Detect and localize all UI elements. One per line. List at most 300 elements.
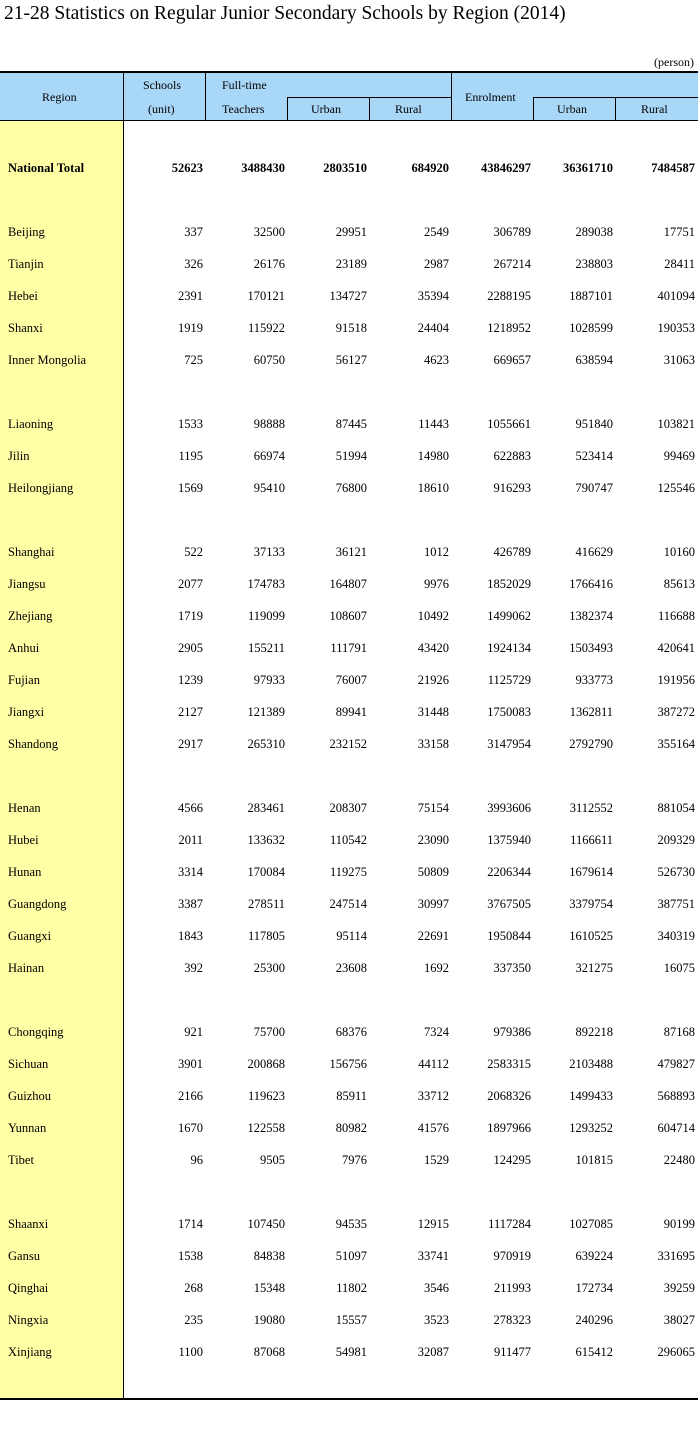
enrolment-urban-value: 1766416	[569, 577, 613, 591]
region-name: Hunan	[8, 865, 42, 879]
region-column-bg	[0, 121, 123, 1398]
region-name: Xinjiang	[8, 1345, 52, 1359]
region-name: Jilin	[8, 449, 30, 463]
table-row	[0, 286, 698, 306]
header-divider	[451, 73, 452, 121]
enrolment-value: 979386	[493, 1025, 531, 1039]
header-enrolment-urban: Urban	[557, 102, 587, 116]
teachers-value: 26176	[253, 257, 285, 271]
table-row	[0, 350, 698, 370]
enrolment-urban-value: 3112552	[569, 801, 613, 815]
region-name: Guangdong	[8, 897, 67, 911]
teachers-urban-value: 2803510	[323, 161, 367, 175]
enrolment-value: 3767505	[487, 897, 531, 911]
table-row	[0, 222, 698, 242]
enrolment-value: 337350	[493, 961, 531, 975]
teachers-urban-value: 7976	[342, 1153, 367, 1167]
schools-value: 326	[184, 257, 203, 271]
teachers-urban-value: 23189	[335, 257, 367, 271]
teachers-value: 121389	[247, 705, 285, 719]
enrolment-urban-value: 1028599	[569, 321, 613, 335]
schools-value: 3314	[178, 865, 203, 879]
enrolment-value: 622883	[493, 449, 531, 463]
table-row	[0, 958, 698, 978]
teachers-value: 170084	[247, 865, 285, 879]
enrolment-urban-value: 1887101	[569, 289, 613, 303]
enrolment-value: 306789	[493, 225, 531, 239]
teachers-value: 84838	[253, 1249, 285, 1263]
teachers-rural-value: 11443	[418, 417, 449, 431]
enrolment-value: 916293	[493, 481, 531, 495]
teachers-urban-value: 247514	[329, 897, 367, 911]
table-row	[0, 670, 698, 690]
schools-value: 1919	[178, 321, 203, 335]
teachers-rural-value: 33158	[417, 737, 449, 751]
enrolment-urban-value: 1499433	[569, 1089, 613, 1103]
enrolment-value: 1924134	[487, 641, 531, 655]
teachers-urban-value: 91518	[335, 321, 367, 335]
teachers-value: 60750	[253, 353, 285, 367]
header-divider	[123, 73, 124, 121]
enrolment-rural-value: 479827	[657, 1057, 695, 1071]
schools-value: 2917	[178, 737, 203, 751]
schools-value: 3901	[178, 1057, 203, 1071]
enrolment-rural-value: 401094	[657, 289, 695, 303]
enrolment-rural-value: 116688	[657, 609, 695, 623]
table-row	[0, 638, 698, 658]
enrolment-value: 1125729	[487, 673, 531, 687]
schools-value: 1670	[178, 1121, 203, 1135]
region-name: Guizhou	[8, 1089, 52, 1103]
enrolment-value: 1117284	[488, 1217, 531, 1231]
enrolment-urban-value: 1382374	[569, 609, 613, 623]
enrolment-rural-value: 420641	[657, 641, 695, 655]
teachers-value: 170121	[247, 289, 285, 303]
teachers-urban-value: 51097	[335, 1249, 367, 1263]
region-name: Qinghai	[8, 1281, 49, 1295]
enrolment-value: 3147954	[487, 737, 531, 751]
enrolment-value: 2583315	[487, 1057, 531, 1071]
teachers-rural-value: 21926	[417, 673, 449, 687]
table-row	[0, 1086, 698, 1106]
region-name: Zhejiang	[8, 609, 53, 623]
teachers-value: 9505	[260, 1153, 285, 1167]
header-divider	[533, 97, 534, 121]
header-rule	[533, 97, 698, 98]
header-divider	[369, 97, 370, 121]
teachers-rural-value: 2549	[424, 225, 449, 239]
region-name: Liaoning	[8, 417, 54, 431]
teachers-rural-value: 50809	[417, 865, 449, 879]
schools-value: 1569	[178, 481, 203, 495]
enrolment-rural-value: 103821	[657, 417, 695, 431]
schools-value: 268	[184, 1281, 203, 1295]
teachers-value: 15348	[253, 1281, 285, 1295]
enrolment-urban-value: 36361710	[563, 161, 613, 175]
enrolment-value: 3993606	[487, 801, 531, 815]
teachers-rural-value: 33712	[417, 1089, 449, 1103]
enrolment-urban-value: 615412	[575, 1345, 613, 1359]
table-row	[0, 414, 698, 434]
region-name: Henan	[8, 801, 41, 815]
teachers-rural-value: 10492	[417, 609, 449, 623]
teachers-urban-value: 23608	[335, 961, 367, 975]
teachers-value: 19080	[253, 1313, 285, 1327]
enrolment-rural-value: 881054	[657, 801, 695, 815]
schools-value: 2011	[178, 833, 203, 847]
schools-value: 2166	[178, 1089, 203, 1103]
teachers-urban-value: 36121	[335, 545, 367, 559]
region-name: Jiangxi	[8, 705, 45, 719]
teachers-rural-value: 35394	[417, 289, 449, 303]
enrolment-value: 1218952	[487, 321, 531, 335]
enrolment-urban-value: 416629	[575, 545, 613, 559]
teachers-rural-value: 22691	[417, 929, 449, 943]
table-row	[0, 702, 698, 722]
enrolment-rural-value: 10160	[663, 545, 695, 559]
teachers-urban-value: 85911	[336, 1089, 367, 1103]
schools-value: 1533	[178, 417, 203, 431]
teachers-urban-value: 134727	[329, 289, 367, 303]
enrolment-rural-value: 190353	[657, 321, 695, 335]
table-row	[0, 830, 698, 850]
header-teachers-urban: Urban	[311, 102, 341, 116]
enrolment-urban-value: 933773	[575, 673, 613, 687]
enrolment-urban-value: 790747	[575, 481, 613, 495]
enrolment-rural-value: 22480	[663, 1153, 695, 1167]
enrolment-value: 1950844	[487, 929, 531, 943]
teachers-value: 122558	[247, 1121, 285, 1135]
enrolment-value: 124295	[493, 1153, 531, 1167]
enrolment-urban-value: 240296	[575, 1313, 613, 1327]
teachers-rural-value: 14980	[417, 449, 449, 463]
region-name: Hubei	[8, 833, 39, 847]
table-row	[0, 734, 698, 754]
table-row	[0, 1278, 698, 1298]
table-title: 21-28 Statistics on Regular Junior Secondary Schools by Region (2014)	[4, 3, 566, 24]
teachers-urban-value: 89941	[335, 705, 367, 719]
teachers-urban-value: 80982	[335, 1121, 367, 1135]
region-name: National Total	[8, 161, 85, 175]
teachers-rural-value: 2987	[424, 257, 449, 271]
enrolment-urban-value: 2103488	[569, 1057, 613, 1071]
teachers-rural-value: 33741	[417, 1249, 449, 1263]
table-row	[0, 478, 698, 498]
table-row	[0, 1246, 698, 1266]
header-teachers-rural: Rural	[395, 102, 422, 116]
enrolment-value: 211993	[493, 1281, 531, 1295]
table-row	[0, 1342, 698, 1362]
teachers-urban-value: 76800	[335, 481, 367, 495]
teachers-urban-value: 119275	[329, 865, 367, 879]
teachers-urban-value: 87445	[335, 417, 367, 431]
schools-value: 2391	[178, 289, 203, 303]
teachers-value: 66974	[253, 449, 285, 463]
teachers-urban-value: 56127	[335, 353, 367, 367]
enrolment-urban-value: 639224	[575, 1249, 613, 1263]
enrolment-rural-value: 125546	[657, 481, 695, 495]
teachers-rural-value: 24404	[417, 321, 449, 335]
table-row	[0, 446, 698, 466]
enrolment-value: 1897966	[487, 1121, 531, 1135]
enrolment-value: 2206344	[487, 865, 531, 879]
enrolment-urban-value: 1610525	[569, 929, 613, 943]
header-fulltime: Full-time	[222, 78, 267, 92]
teachers-urban-value: 29951	[335, 225, 367, 239]
header-divider	[205, 73, 206, 121]
schools-value: 1195	[178, 449, 203, 463]
teachers-value: 278511	[247, 897, 285, 911]
enrolment-value: 426789	[493, 545, 531, 559]
enrolment-rural-value: 387751	[657, 897, 695, 911]
teachers-value: 97933	[253, 673, 285, 687]
header-enrolment-rural: Rural	[641, 102, 668, 116]
table-row	[0, 862, 698, 882]
enrolment-rural-value: 191956	[657, 673, 695, 687]
enrolment-value: 278323	[493, 1313, 531, 1327]
table-row	[0, 254, 698, 274]
teachers-value: 200868	[247, 1057, 285, 1071]
enrolment-rural-value: 85613	[663, 577, 695, 591]
region-name: Gansu	[8, 1249, 40, 1263]
table-row	[0, 1150, 698, 1170]
header-enrolment: Enrolment	[465, 90, 516, 104]
enrolment-rural-value: 87168	[663, 1025, 695, 1039]
enrolment-value: 1852029	[487, 577, 531, 591]
teachers-rural-value: 18610	[417, 481, 449, 495]
enrolment-urban-value: 1362811	[569, 705, 613, 719]
enrolment-urban-value: 2792790	[569, 737, 613, 751]
table-row	[0, 1022, 698, 1042]
enrolment-value: 1750083	[487, 705, 531, 719]
region-name: Tianjin	[8, 257, 44, 271]
region-name: Shanxi	[8, 321, 43, 335]
teachers-rural-value: 30997	[417, 897, 449, 911]
teachers-value: 115922	[247, 321, 285, 335]
teachers-urban-value: 51994	[335, 449, 367, 463]
enrolment-rural-value: 90199	[663, 1217, 695, 1231]
teachers-urban-value: 95114	[336, 929, 367, 943]
teachers-rural-value: 3546	[424, 1281, 449, 1295]
enrolment-urban-value: 101815	[575, 1153, 613, 1167]
region-name: Shandong	[8, 737, 58, 751]
teachers-value: 283461	[247, 801, 285, 815]
enrolment-value: 43846297	[481, 161, 531, 175]
region-name: Tibet	[8, 1153, 34, 1167]
teachers-urban-value: 232152	[329, 737, 367, 751]
table-row	[0, 542, 698, 562]
enrolment-rural-value: 31063	[663, 353, 695, 367]
schools-value: 2077	[178, 577, 203, 591]
teachers-rural-value: 4623	[424, 353, 449, 367]
schools-value: 1843	[178, 929, 203, 943]
schools-value: 392	[184, 961, 203, 975]
teachers-value: 95410	[253, 481, 285, 495]
enrolment-urban-value: 951840	[575, 417, 613, 431]
teachers-value: 107450	[247, 1217, 285, 1231]
region-column-divider	[123, 121, 124, 1398]
teachers-urban-value: 68376	[335, 1025, 367, 1039]
header-divider	[615, 97, 616, 121]
region-name: Hebei	[8, 289, 38, 303]
enrolment-value: 1375940	[487, 833, 531, 847]
table-row	[0, 1118, 698, 1138]
teachers-urban-value: 108607	[329, 609, 367, 623]
header-divider	[287, 97, 288, 121]
enrolment-urban-value: 638594	[575, 353, 613, 367]
header-schools: Schools	[143, 78, 182, 92]
enrolment-urban-value: 289038	[575, 225, 613, 239]
schools-value: 2905	[178, 641, 203, 655]
header-rule	[287, 97, 451, 98]
enrolment-urban-value: 1027085	[569, 1217, 613, 1231]
region-name: Guangxi	[8, 929, 52, 943]
enrolment-urban-value: 892218	[575, 1025, 613, 1039]
enrolment-rural-value: 17751	[663, 225, 695, 239]
teachers-value: 37133	[253, 545, 285, 559]
enrolment-rural-value: 331695	[657, 1249, 695, 1263]
teachers-rural-value: 1012	[424, 545, 449, 559]
teachers-rural-value: 31448	[417, 705, 449, 719]
schools-value: 1100	[178, 1345, 203, 1359]
teachers-value: 133632	[247, 833, 285, 847]
teachers-rural-value: 41576	[417, 1121, 449, 1135]
table-row	[0, 574, 698, 594]
header-teachers: Teachers	[222, 102, 265, 116]
table-row	[0, 318, 698, 338]
table-row	[0, 1054, 698, 1074]
enrolment-rural-value: 99469	[663, 449, 695, 463]
enrolment-value: 2068326	[487, 1089, 531, 1103]
teachers-value: 117805	[247, 929, 285, 943]
enrolment-rural-value: 387272	[657, 705, 695, 719]
enrolment-value: 970919	[493, 1249, 531, 1263]
teachers-rural-value: 1692	[424, 961, 449, 975]
enrolment-rural-value: 39259	[663, 1281, 695, 1295]
teachers-rural-value: 1529	[424, 1153, 449, 1167]
teachers-rural-value: 684920	[411, 161, 449, 175]
teachers-urban-value: 164807	[329, 577, 367, 591]
schools-value: 1719	[178, 609, 203, 623]
enrolment-value: 669657	[493, 353, 531, 367]
teachers-rural-value: 44112	[418, 1057, 449, 1071]
teachers-value: 87068	[253, 1345, 285, 1359]
enrolment-rural-value: 296065	[657, 1345, 695, 1359]
table-header	[0, 71, 698, 121]
teachers-urban-value: 208307	[329, 801, 367, 815]
teachers-rural-value: 3523	[424, 1313, 449, 1327]
teachers-value: 98888	[253, 417, 285, 431]
teachers-rural-value: 7324	[424, 1025, 449, 1039]
teachers-value: 75700	[253, 1025, 285, 1039]
region-name: Ningxia	[8, 1313, 49, 1327]
enrolment-rural-value: 526730	[657, 865, 695, 879]
region-name: Anhui	[8, 641, 40, 655]
table-row	[0, 1214, 698, 1234]
teachers-urban-value: 156756	[329, 1057, 367, 1071]
region-name: Shanghai	[8, 545, 55, 559]
enrolment-value: 1499062	[487, 609, 531, 623]
enrolment-value: 911477	[493, 1345, 531, 1359]
enrolment-rural-value: 38027	[663, 1313, 695, 1327]
schools-value: 2127	[178, 705, 203, 719]
header-schools-unit: (unit)	[148, 102, 175, 116]
enrolment-urban-value: 1293252	[569, 1121, 613, 1135]
enrolment-urban-value: 238803	[575, 257, 613, 271]
region-name: Beijing	[8, 225, 45, 239]
teachers-urban-value: 94535	[335, 1217, 367, 1231]
region-name: Jiangsu	[8, 577, 46, 591]
enrolment-rural-value: 7484587	[651, 161, 695, 175]
schools-value: 337	[184, 225, 203, 239]
enrolment-value: 2288195	[487, 289, 531, 303]
teachers-urban-value: 110542	[329, 833, 367, 847]
table-row	[0, 798, 698, 818]
teachers-rural-value: 23090	[417, 833, 449, 847]
teachers-value: 119099	[247, 609, 285, 623]
enrolment-value: 1055661	[487, 417, 531, 431]
schools-value: 3387	[178, 897, 203, 911]
region-name: Inner Mongolia	[8, 353, 87, 367]
enrolment-urban-value: 172734	[575, 1281, 613, 1295]
table-bottom-rule	[0, 1398, 698, 1400]
enrolment-rural-value: 568893	[657, 1089, 695, 1103]
enrolment-urban-value: 523414	[575, 449, 613, 463]
schools-value: 1538	[178, 1249, 203, 1263]
teachers-value: 119623	[247, 1089, 285, 1103]
region-name: Heilongjiang	[8, 481, 74, 495]
schools-value: 4566	[178, 801, 203, 815]
enrolment-urban-value: 1166611	[570, 833, 613, 847]
region-name: Sichuan	[8, 1057, 49, 1071]
teachers-rural-value: 12915	[417, 1217, 449, 1231]
schools-value: 522	[184, 545, 203, 559]
teachers-urban-value: 111791	[330, 641, 367, 655]
enrolment-urban-value: 3379754	[569, 897, 613, 911]
enrolment-value: 267214	[493, 257, 531, 271]
region-name: Shaanxi	[8, 1217, 49, 1231]
enrolment-rural-value: 604714	[657, 1121, 695, 1135]
enrolment-rural-value: 355164	[657, 737, 695, 751]
teachers-rural-value: 9976	[424, 577, 449, 591]
teachers-urban-value: 76007	[335, 673, 367, 687]
teachers-rural-value: 75154	[417, 801, 449, 815]
schools-value: 235	[184, 1313, 203, 1327]
table-row	[0, 926, 698, 946]
enrolment-rural-value: 340319	[657, 929, 695, 943]
teachers-value: 174783	[247, 577, 285, 591]
schools-value: 1239	[178, 673, 203, 687]
enrolment-rural-value: 209329	[657, 833, 695, 847]
table-row	[0, 894, 698, 914]
header-region: Region	[42, 90, 77, 104]
teachers-value: 3488430	[241, 161, 285, 175]
teachers-rural-value: 32087	[417, 1345, 449, 1359]
region-name: Chongqing	[8, 1025, 64, 1039]
schools-value: 725	[184, 353, 203, 367]
unit-label: (person)	[654, 55, 694, 69]
schools-value: 921	[184, 1025, 203, 1039]
table-row	[0, 606, 698, 626]
schools-value: 52623	[171, 161, 203, 175]
schools-value: 96	[190, 1153, 203, 1167]
region-name: Fujian	[8, 673, 40, 687]
teachers-value: 265310	[247, 737, 285, 751]
teachers-value: 155211	[247, 641, 285, 655]
table-row	[0, 1310, 698, 1330]
teachers-urban-value: 15557	[335, 1313, 367, 1327]
enrolment-urban-value: 321275	[575, 961, 613, 975]
